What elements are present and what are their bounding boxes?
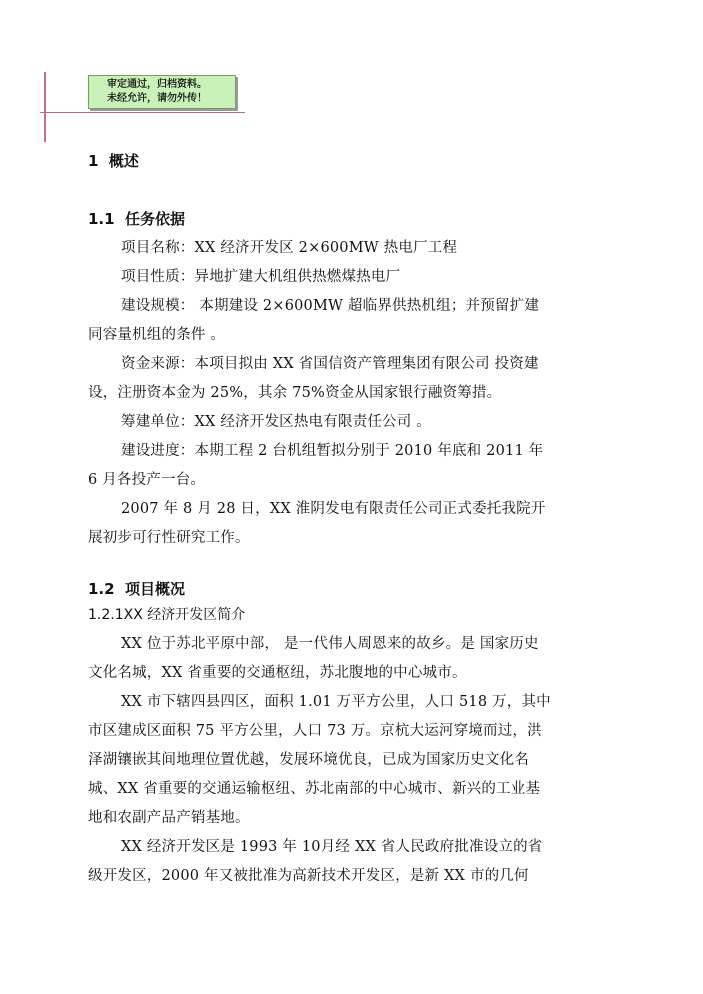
section-number: 1.2 — [88, 580, 115, 598]
paragraph-line: 地和农副产品产销基地。 — [88, 810, 250, 826]
paragraph-line: XX 经济开发区是 1993 年 10月经 XX 省人民政府批准设立的省 — [121, 839, 543, 855]
paragraph-line: 项目名称：XX 经济开发区 2×600MW 热电厂工程 — [121, 240, 458, 256]
paragraph-line: 文化名城，XX 省重要的交通枢纽，苏北腹地的中心城市。 — [88, 665, 467, 681]
paragraph-line: 设，注册资本金为 25%，其余 75%资金从国家银行融资筹措。 — [88, 385, 502, 401]
section-title: 项目概况 — [125, 580, 186, 598]
paragraph-line: 项目性质：异地扩建大机组供热燃煤热电厂 — [121, 269, 401, 285]
paragraph-line: 同容量机组的条件 。 — [88, 327, 226, 343]
margin-revision-mark — [44, 72, 46, 142]
paragraph-line: 级开发区，2000 年又被批准为高新技术开发区，是新 XX 市的几何 — [88, 868, 529, 884]
subsection-heading: 1.2.1XX 经济开发区简介 — [88, 607, 246, 623]
paragraph-line: XX 位于苏北平原中部， 是一代伟人周恩来的故乡。是 国家历史 — [121, 636, 539, 652]
stamp-line-1: 审定通过，归档资料。 — [107, 79, 207, 90]
paragraph-line: 建设规模： 本期建设 2×600MW 超临界供热机组；并预留扩建 — [121, 298, 540, 314]
paragraph-line: 建设进度：本期工程 2 台机组暂拟分别于 2010 年底和 2011 年 — [121, 443, 544, 459]
section-1-1-heading — [88, 208, 185, 229]
paragraph-line: 市区建成区面积 75 平方公里，人口 73 万。京杭大运河穿境而过，洪 — [88, 723, 542, 739]
stamp-line-2: 未经允许，请勿外传！ — [107, 93, 207, 104]
paragraph-line: 资金来源：本项目拟由 XX 省国信资产管理集团有限公司 投资建 — [121, 356, 539, 372]
paragraph-line: 2007 年 8 月 28 日，XX 淮阴发电有限责任公司正式委托我院开 — [121, 501, 546, 517]
section-1-heading — [88, 150, 139, 171]
paragraph-line: 筹建单位：XX 经济开发区热电有限责任公司 。 — [121, 414, 431, 430]
section-number: 1 — [88, 152, 99, 170]
paragraph-line: 6 月各投产一台。 — [88, 472, 206, 488]
paragraph-line: 泽湖镶嵌其间地理位置优越，发展环境优良，已成为国家历史文化名 — [88, 752, 529, 768]
section-title: 概述 — [108, 152, 139, 170]
section-title: 任务依据 — [125, 210, 186, 228]
stamp-divider — [40, 112, 245, 113]
paragraph-line: 展初步可行性研究工作。 — [88, 530, 250, 546]
paragraph-line: XX 市下辖四县四区，面积 1.01 万平方公里，人口 518 万，其中 — [121, 694, 551, 710]
approval-stamp — [88, 75, 236, 109]
section-1-2-heading — [88, 578, 185, 599]
section-number: 1.1 — [88, 210, 115, 228]
paragraph-line: 城、XX 省重要的交通运输枢纽、苏北南部的中心城市、新兴的工业基 — [88, 781, 541, 797]
